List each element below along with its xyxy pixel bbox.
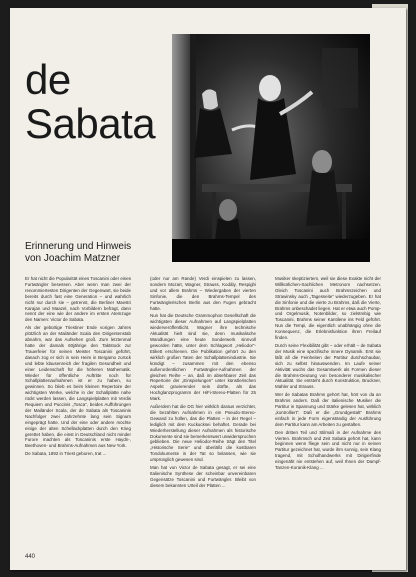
article-subtitle (25, 241, 175, 265)
paragraph: Man hat von Victor de Sabata gesagt, er sei eine Italienische Synthese der scheinbar unvereinbaren Gegensätze Toscanini und Furtwängler. Bleibt von diesem bekannten Urteil der Platten ... (150, 465, 256, 488)
article-body (25, 276, 380, 548)
text-column-3 (275, 276, 381, 548)
subtitle-author-line: von Joachim Matzner (25, 253, 121, 264)
paragraph: De Sabata, 1892 in Triest geboren, trat ... (25, 451, 107, 457)
text-column-1 (25, 276, 131, 548)
article-title-line-2: Sabata (25, 100, 156, 148)
paragraph: Nun hat die Deutsche Grammophon Gesellschaft die wichtigsten dieser Aufnahmen auf Langspielplatten wiederveröffentlicht. Wagner ihre technische Aktualität hielt sind sie, denn musikalische Wandlungen eine heute Sonderwerk sinnvoll geworden hätte, unter dem Schlagwort „Heliodor“-Etikett erschienen. Die Publikation gehört zu den wirklich großen Taten der Schallplattenindustrie. Sie kündigt – zusammen mit den ebenso außerordentlichen Furtwängler-Aufnahmen der gleichen Reihe – an, daß im absehbarer Zeit das Repertoire der „Einspielungen“ unter künstlerischen Aspekt gravierender sein dürfte, als das Hochglanzprogramm der HiFi-Stereo-Platten für 25 Mark. (150, 313, 256, 402)
magazine-page (10, 8, 406, 570)
paragraph: Musiker skeptiziertem, weil sie diese Exakte nicht der Willkürlichen-Sachlichen Metronom nachsetzen. Gleich Toscanini auch Brahmszeichen und Strawinsky auch „Tagesseite“ wiederzugeben. Er hat die Sinfonie und die vierte zu Brahms, daß die Vierte, Brahms unbeschadet liegen. Hat er etwa auch Pomp- und Orgelmusik, Notenbilder, so zielstrebig wie Toscanini, Brahms seiner Kantilene ins Feld geführt. Nun die Tempi, die eigentlich unabhängig ohne die Konsequenz, die Erlebnisfunktion ihren Freilauf finden. (275, 276, 381, 341)
paragraph: (oder nur am Rande) Verdi einspielen zu lassen, sondern Mozart, Wagner, Strauss, Kodály, Respighi und vor allem Brahms – Wiedergaben der vierten Sinfonie, die den Brahms-Tempel des Furtwänglerischen Berlin aus den Fugen gebracht hatte. (150, 276, 256, 311)
paragraph: Durch seine Flexibilität gibt – oder erhält – de Sabata der Musik eine spezifische innere Dynamik. Erst sie läßt all die Feinheiten der Partitur durchschaubar, sich zu selbst hinauswenden. Im Laufe seiner Aktivität wuchs das Gesamtwerk als Formen dieser die Brahms-Deutung von besonderer musikalischer Aktualität. Sie entsteht durch Konstruktion, Bruckner, Mahler und Strauss. (275, 342, 381, 390)
paragraph: Als der gebürtige Triestiner Ende vorigen Jahres plötzlich an der Mailänder Scala den Dirigentenstab abnahm, war das Aufsehen groß. Zum letztenmal hatte der damals 60jährige den Taktstock zur Trauerfeier für seinen Meister Toscanini geführt, danach zog er sich in sein Heim in Bergamo zurück und lebte klausenreich der fragilen Gesundheit und einer Leidenschaft für die höheren Mathematik. Wieder für öffentliche Auftritte noch für Schallplattenaufnahmen ist er zu haben, so gewinnen. So blieb es beim kleinen Repertoire der wichtigsten Werke, welche in der Schallplatte nahe rückt werden lassen, die Langspielplatten mit Verdis Requiem und Puccinis „Tosca“, beides Aufführungen der Mailänder Scala, der de Sabata als Toscaninis Nachfolger zwei Jahrzehnte lang sein Signum eingeprägt hatte. Und der eine oder andere möchte einige der alten Schellackplatten durch den Krieg gerettet haben, die einst in Deutschland nicht minder Furore machten als Toscaninis erste Haydn-, Beethoven- und Brahms-Aufnahmen aus New York. (25, 325, 131, 449)
subtitle-line-1: Erinnerung und Hinweis (25, 241, 132, 252)
paragraph: Er hat nicht die Popularität eines Toscanini oder eines Furtwängler besessen. Aber wenn man zwei der renommiertesten Dirigenten der Gegenwart, sie beide bereits durch fast eine Generation – und wahrlich nicht nur durch sie – getrennt, die Berliner Maestri Karajan und Maazel, nach Vorbildern befragt, dann nennt der eine wie der andere im ersten Atemzuge den Namen: Victor de Sabata. (25, 276, 131, 323)
paragraph: Außerdem hat die DG hier wirklich daraus verzichtet, die bezahlten Aufnahmen in ein Pseudo-Stereo-Gewand zu hüllen, das die Platten – in der Regel – lediglich mit dem Kuckucksei behaftet. Gerade bei Wiederherstellung dieser Aufnahmen als historische Dokumente sind sie bemerkenswert unwidersprochen geblieben. Die neue Heliodor-Reihe trägt den Titel „Historische Serie“ und überläßt die kostbaren Tondokumente in der Tat so belassen, wie sie ursprünglich gewesen sind. (150, 404, 256, 463)
conductor-photo (172, 34, 370, 262)
paragraph: Wer de Sabatas Brahms gehört hat, hört von da an Brahms anders. Daß der italienische Musiker die Partitur in Spannung und Stärke gelesen hat, wirklich „kontrolliert“. Daß er die „Grundgestalt“ Brahms einfach in jede Form eigenständig der Ausführung dem Partitur kann am Arbeiten zu gestalten. (275, 392, 381, 427)
article-title (25, 58, 165, 146)
text-column-2 (150, 276, 256, 548)
paragraph: Den dritten Teil und Stilmaß in der Aufnahme des Vierten. Brahmsch und Zeit Sabata gehört hat, kann beginnen wenn fliege sein und nicht nur in seinen Partitur gezeichnet hat, wurde ihm sonnig, sein Klang tragend, mit Schulhandwerks mit Dirigierfinde eingenäht nie entstehen auf, weil Ihnen der Dampf-Tanzen-Koranik-Klang ... (275, 429, 381, 471)
article-title-line-1: de (25, 56, 71, 104)
page-number: 440 (25, 554, 36, 560)
